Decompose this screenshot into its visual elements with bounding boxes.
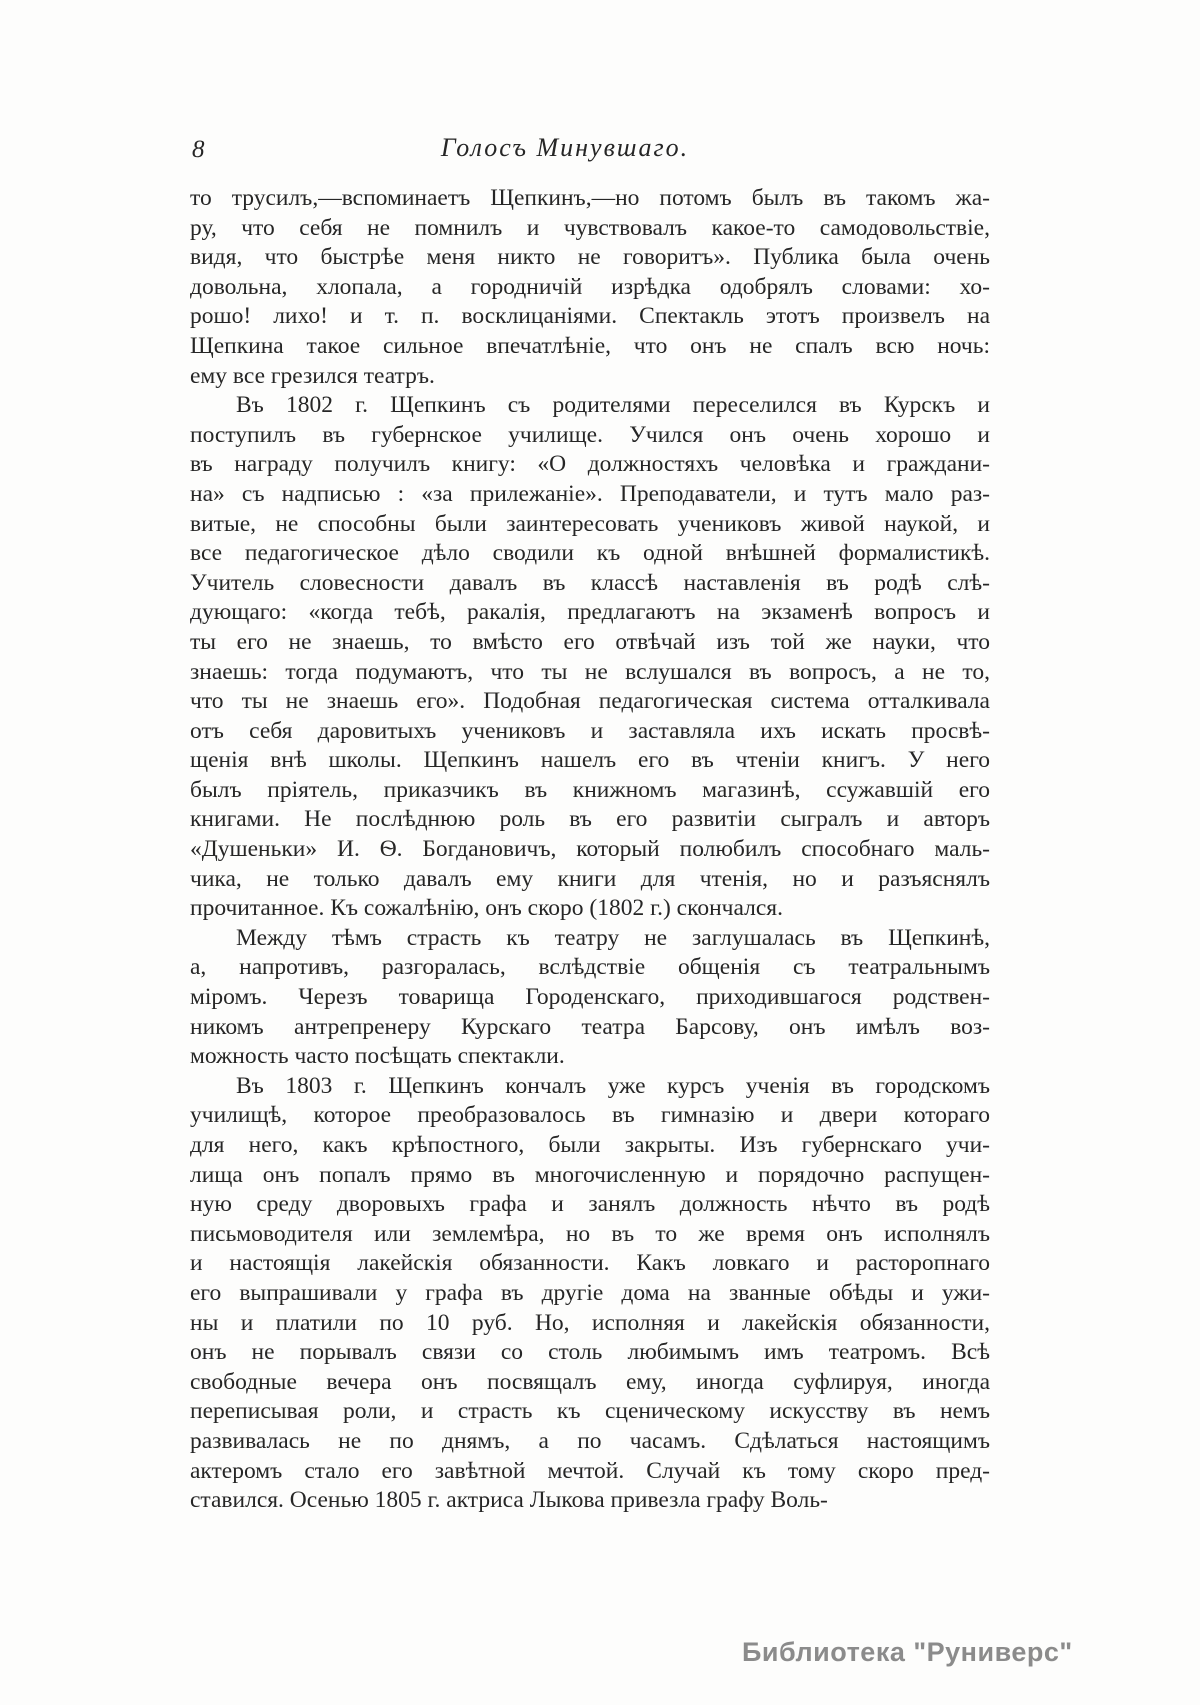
text-line: щенія внѣ школы. Щепкинъ нашелъ его въ чтеніи книгъ. У него	[190, 747, 990, 774]
text-line: Между тѣмъ страсть къ театру не заглушалась въ Щепкинѣ,	[236, 924, 990, 951]
text-line: дующаго: «когда тебѣ, ракалія, предлагаютъ на экзаменѣ вопросъ и	[190, 599, 990, 626]
text-line: ны и платили по 10 руб. Но, исполняя и лакейскія обязанности,	[190, 1309, 990, 1336]
page-number: 8	[192, 136, 205, 163]
text-line: ему все грезился театръ.	[190, 362, 435, 389]
text-line: никомъ антрепренеру Курскаго театра Барсову, онъ имѣлъ воз-	[190, 1013, 990, 1040]
text-line: переписывая роли, и страсть къ сценическому искусству въ немъ	[190, 1398, 990, 1425]
text-line: ную среду дворовыхъ графа и занялъ должность нѣчто въ родѣ	[190, 1191, 990, 1218]
text-line: лища онъ попалъ прямо въ многочисленную и порядочно распущен-	[190, 1161, 990, 1188]
text-line: рошо! лихо! и т. п. восклицаніями. Спектакль этотъ произвелъ на	[190, 303, 990, 330]
text-line: можность часто посѣщать спектакли.	[190, 1043, 565, 1070]
library-watermark: Библиотека "Руниверс"	[742, 1637, 1073, 1667]
text-line: ставился. Осенью 1805 г. актриса Лыкова привезла графу Воль-	[190, 1487, 828, 1514]
page-header	[190, 133, 990, 167]
text-line: довольна, хлопала, а городничій изрѣдка одобрялъ словами: хо-	[190, 273, 990, 300]
text-line: отъ себя даровитыхъ учениковъ и заставляла ихъ искать просвѣ-	[190, 717, 990, 744]
text-line: актеромъ стало его завѣтной мечтой. Случай къ тому скоро пред-	[190, 1457, 990, 1484]
text-line: свободные вечера онъ посвящалъ ему, иногда суфлируя, иногда	[190, 1368, 990, 1395]
text-line: Въ 1802 г. Щепкинъ съ родителями переселился въ Курскъ и	[236, 392, 990, 419]
text-line: поступилъ въ губернское училище. Учился онъ очень хорошо и	[190, 421, 990, 448]
text-line: его выпрашивали у графа въ другіе дома на званные обѣды и ужи-	[190, 1279, 990, 1306]
text-line: книгами. Не послѣднюю роль въ его развитіи сыгралъ и авторъ	[190, 806, 990, 833]
text-line: ты его не знаешь, то вмѣсто его отвѣчай изъ той же науки, что	[190, 628, 990, 655]
text-line: училищѣ, которое преобразовалось въ гимназію и двери котораго	[190, 1102, 990, 1129]
text-line: Учитель словесности давалъ въ классѣ наставленія въ родѣ слѣ-	[190, 569, 990, 596]
paragraph	[190, 924, 990, 1072]
text-line: ру, что себя не помнилъ и чувствовалъ какое-то самодовольствіе,	[190, 214, 990, 241]
text-line: въ награду получилъ книгу: «О должностяхъ человѣка и граждани-	[190, 451, 990, 478]
text-line: для него, какъ крѣпостного, были закрыты. Изъ губернскаго учи-	[190, 1132, 990, 1158]
text-line: «Душеньки» И. Ѳ. Богдановичъ, который полюбилъ способнаго маль-	[190, 836, 990, 863]
paragraph	[190, 184, 990, 391]
running-title: Голосъ Минувшаго.	[440, 133, 690, 162]
text-line: и настоящія лакейскія обязанности. Какъ ловкаго и расторопнаго	[190, 1250, 990, 1277]
text-line: письмоводителя или землемѣра, но въ то же время онъ исполнялъ	[190, 1220, 990, 1247]
text-line: міромъ. Черезъ товарища Городенскаго, приходившагося родствен-	[190, 984, 990, 1011]
text-line: а, напротивъ, разгоралась, вслѣдствіе общенія съ театральнымъ	[190, 954, 990, 981]
text-line: что ты не знаешь его». Подобная педагогическая система отталкивала	[190, 688, 990, 715]
paragraph	[190, 1072, 990, 1516]
text-line: на» съ надписью : «за прилежаніе». Преподаватели, и тутъ мало раз-	[190, 480, 990, 507]
text-line: все педагогическое дѣло сводили къ одной внѣшней формалистикѣ.	[190, 540, 990, 567]
paragraph	[190, 391, 990, 924]
text-line: знаешь: тогда подумаютъ, что ты не вслушался въ вопросъ, а не то,	[190, 658, 990, 685]
text-line: онъ не порывалъ связи со столь любимымъ имъ театромъ. Всѣ	[190, 1339, 990, 1366]
text-line: былъ пріятель, приказчикъ въ книжномъ магазинѣ, ссужавшій его	[190, 776, 990, 803]
text-line: витые, не способны были заинтересовать учениковъ живой наукой, и	[190, 510, 990, 537]
text-line: то трусилъ,—вспоминаетъ Щепкинъ,—но потомъ былъ въ такомъ жа-	[190, 185, 990, 211]
page-body-text	[190, 184, 990, 1516]
text-line: видя, что быстрѣе меня никто не говоритъ». Публика была очень	[190, 244, 990, 271]
text-line: Щепкина такое сильное впечатлѣніе, что онъ не спалъ всю ночь:	[190, 332, 990, 359]
text-line: Въ 1803 г. Щепкинъ кончалъ уже курсъ ученія въ городскомъ	[236, 1072, 990, 1099]
text-line: развивалась не по днямъ, а по часамъ. Сдѣлаться настоящимъ	[190, 1427, 990, 1454]
text-line: прочитанное. Къ сожалѣнію, онъ скоро (1802 г.) скончался.	[190, 895, 783, 922]
text-line: чика, не только давалъ ему книги для чтенія, но и разъяснялъ	[190, 865, 990, 892]
